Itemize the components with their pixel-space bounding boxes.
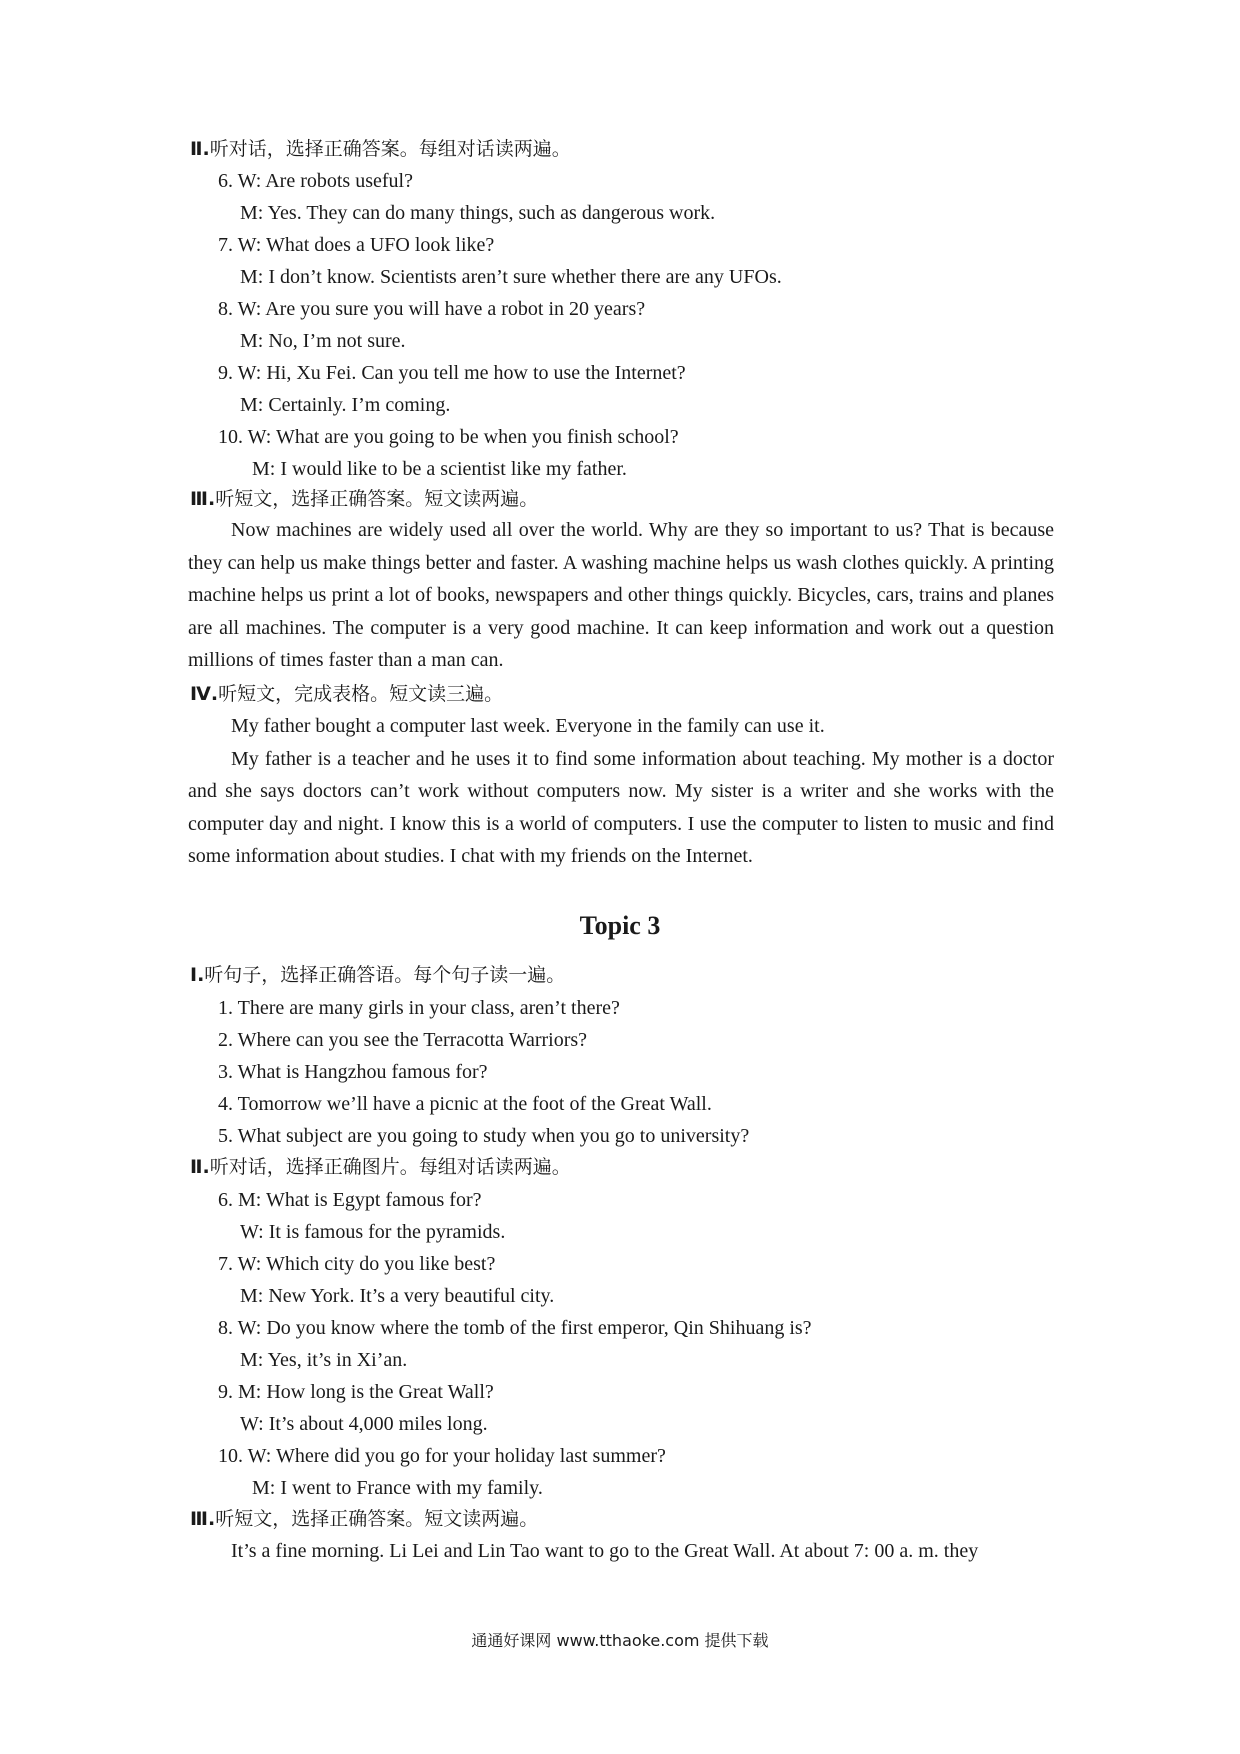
dialogue-line: M: Yes. They can do many things, such as dangerous work. [240,202,716,224]
sentence-line: 1. There are many girls in your class, aren’t there? [218,997,620,1019]
heading-number: Ⅱ. [190,1156,210,1178]
dialogue-line: 7. W: Which city do you like best? [218,1253,496,1275]
dialogue-line: W: It’s about 4,000 miles long. [240,1413,488,1435]
dialogue-line: 8. W: Are you sure you will have a robot in 20 years? [218,298,646,320]
dialogue-line: W: It is famous for the pyramids. [240,1221,506,1243]
passage-machines [188,514,1054,677]
sentence-line: 5. What subject are you going to study when you go to university? [218,1125,750,1147]
heading-number: Ⅰ. [190,964,205,986]
section-heading-listen-sentences [190,966,565,985]
section-heading-listen-dialogues [190,140,571,159]
section-heading-listen-passage-topic3 [190,1510,538,1529]
sentence-line: 3. What is Hangzhou famous for? [218,1061,488,1083]
passage-computer-family [188,710,1054,873]
dialogue-line: 9. W: Hi, Xu Fei. Can you tell me how to use the Internet? [218,362,686,384]
passage-paragraph: It’s a fine morning. Li Lei and Lin Tao want to go to the Great Wall. At about 7: 00 a. m. they [231,1540,979,1562]
heading-number: Ⅲ. [190,488,216,510]
sentence-line: 2. Where can you see the Terracotta Warriors? [218,1029,588,1051]
sentence-line: 4. Tomorrow we’ll have a picnic at the foot of the Great Wall. [218,1093,712,1115]
section-heading-complete-table [190,685,503,704]
heading-number: Ⅲ. [190,1508,216,1530]
passage-great-wall [188,1535,1054,1568]
page-footer: 通通好课网 www.tthaoke.com 提供下载 [471,1631,769,1650]
dialogue-line: 10. W: What are you going to be when you finish school? [218,426,679,448]
dialogue-line: M: New York. It’s a very beautiful city. [240,1285,555,1307]
heading-number: Ⅳ. [190,683,219,705]
dialogue-line: M: Yes, it’s in Xi’an. [240,1349,408,1371]
passage-paragraph: My father is a teacher and he uses it to find some information about teaching. My mother is a doctor and she says doctors can’t work without computers now. My sister is a writer and she works with the computer day and night. I know this is a world of computers. I use the computer to listen to music and find some information about studies. I chat with my friends on the Internet. [188,747,1054,868]
dialogue-line: M: I would like to be a scientist like my father. [252,458,627,480]
passage-paragraph: Now machines are widely used all over the world. Why are they so important to us? That is because they can help us make things better and faster. A washing machine helps us wash clothes quickly. A printing machine helps us print a lot of books, newspapers and other things quickly. Bicycles, cars, trains and planes are all machines. The computer is a very good machine. It can keep information and work out a question millions of times faster than a man can. [188,519,1054,672]
dialogue-line: 9. M: How long is the Great Wall? [218,1381,494,1403]
dialogue-line: 6. M: What is Egypt famous for? [218,1189,482,1211]
dialogue-line: M: I don’t know. Scientists aren’t sure whether there are any UFOs. [240,266,782,288]
topic-title: Topic 3 [579,911,661,940]
heading-text: 听短文，选择正确答案。短文读两遍。 [215,488,539,510]
dialogue-line: M: Certainly. I’m coming. [240,394,451,416]
section-heading-choose-pictures [190,1158,571,1177]
heading-text: 听对话，选择正确图片。每组对话读两遍。 [209,1156,571,1178]
dialogue-line: 7. W: What does a UFO look like? [218,234,495,256]
heading-number: Ⅱ. [190,138,210,160]
dialogue-line: M: I went to France with my family. [252,1477,543,1499]
passage-paragraph: My father bought a computer last week. Everyone in the family can use it. [231,715,825,737]
dialogue-line: 6. W: Are robots useful? [218,170,413,192]
dialogue-line: M: No, I’m not sure. [240,330,406,352]
section-heading-listen-passage [190,490,538,509]
heading-text: 听短文，完成表格。短文读三遍。 [218,683,504,705]
dialogue-line: 10. W: Where did you go for your holiday last summer? [218,1445,666,1467]
dialogue-line: 8. W: Do you know where the tomb of the first emperor, Qin Shihuang is? [218,1317,812,1339]
heading-text: 听对话，选择正确答案。每组对话读两遍。 [209,138,571,160]
heading-text: 听短文，选择正确答案。短文读两遍。 [215,1508,539,1530]
heading-text: 听句子，选择正确答语。每个句子读一遍。 [204,964,566,986]
